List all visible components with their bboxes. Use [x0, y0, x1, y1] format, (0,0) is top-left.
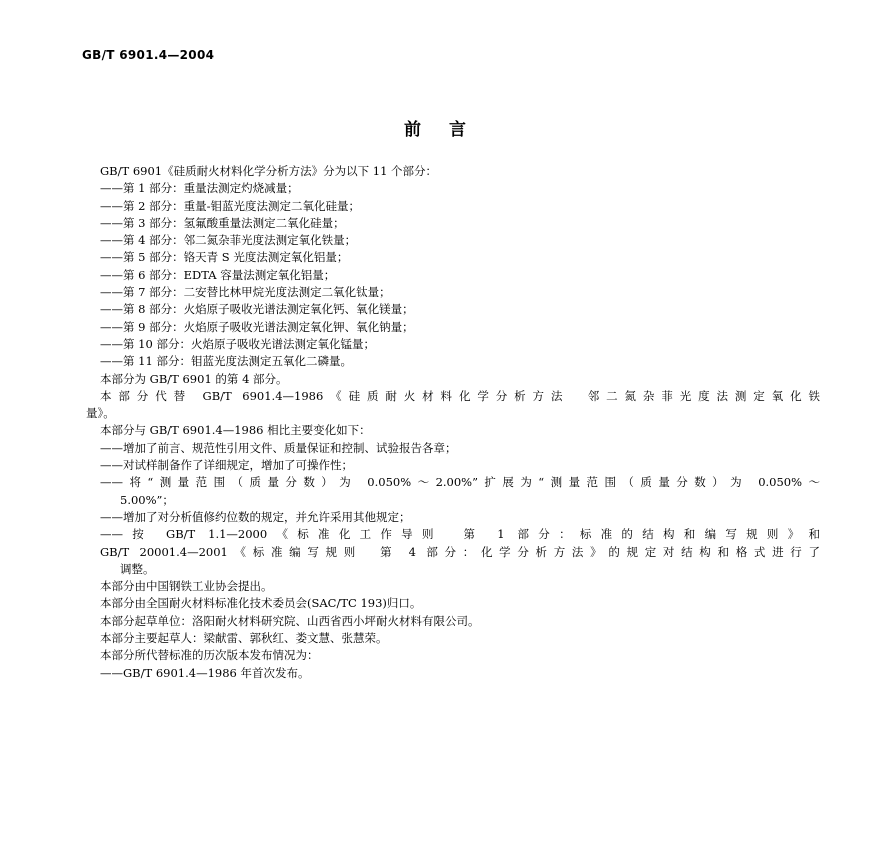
change-list-item-continuation: 5.00%”； — [120, 492, 174, 507]
part-list-item: ——第 2 部分：重量-钼蓝光度法测定二氧化硅量； — [100, 198, 361, 213]
part-list-item: ——第 10 部分：火焰原子吸收光谱法测定氧化锰量； — [100, 336, 375, 351]
managed-by-paragraph: 本部分由全国耐火材料标准化技术委员会(SAC/TC 193)归口。 — [100, 596, 422, 611]
drafting-units-paragraph: 本部分起草单位：洛阳耐火材料研究院、山西省西小坪耐火材料有限公司。 — [100, 613, 480, 628]
change-list-item-continuation: 调整。 — [120, 561, 155, 576]
part-list-item: ——第 11 部分：钼蓝光度法测定五氧化二磷量。 — [100, 354, 352, 369]
part-list-item: ——第 7 部分：二安替比林甲烷光度法测定二氧化钛量； — [100, 285, 391, 300]
standard-number: GB/T 6901.4—2004 — [82, 48, 215, 62]
foreword-body — [86, 163, 820, 682]
changes-intro-paragraph: 本部分与 GB/T 6901.4—1986 相比主要变化如下： — [100, 423, 371, 438]
history-intro-paragraph: 本部分所代替标准的历次版本发布情况为： — [100, 648, 319, 663]
history-list-item: ——GB/T 6901.4—1986 年首次发布。 — [100, 665, 310, 680]
replaces-paragraph-line: 本部分代替 GB/T 6901.4—1986《硅质耐火材料化学分析方法 邻二氮杂菲光度法测定氧化铁 — [100, 388, 820, 403]
part-list-item: ——第 6 部分：EDTA 容量法测定氧化铝量； — [100, 267, 336, 282]
change-list-item-continuation: GB/T 20001.4—2001《标准编写规则 第 4 部分：化学分析方法》的规定对结构和格式进行了 — [100, 544, 820, 559]
part-list-item: ——第 3 部分：氢氟酸重量法测定二氧化硅量； — [100, 215, 345, 230]
replaces-paragraph-line: 量》。 — [86, 406, 115, 421]
change-list-item: ——增加了对分析值修约位数的规定，并允许采用其他规定； — [100, 509, 411, 524]
change-list-item: ——按 GB/T 1.1—2000《标准化工作导则 第 1 部分：标准的结构和编写规则》和 — [100, 527, 820, 542]
part-list-item: ——第 4 部分：邻二氮杂菲光度法测定氧化铁量； — [100, 233, 357, 248]
change-list-item: ——增加了前言、规范性引用文件、质量保证和控制、试验报告各章； — [100, 440, 457, 455]
change-list-item: ——对试样制备作了详细规定，增加了可操作性； — [100, 458, 353, 473]
part-list-item: ——第 8 部分：火焰原子吸收光谱法测定氧化钙、氧化镁量； — [100, 302, 414, 317]
change-list-item: ——将“测量范围（质量分数）为 0.050%～2.00%”扩展为“测量范围（质量分数）为 0.050%～ — [100, 475, 820, 490]
proposed-by-paragraph: 本部分由中国钢铁工业协会提出。 — [100, 579, 273, 594]
intro-paragraph: GB/T 6901《硅质耐火材料化学分析方法》分为以下 11 个部分： — [100, 164, 438, 178]
part-list-item: ——第 9 部分：火焰原子吸收光谱法测定氧化钾、氧化钠量； — [100, 319, 414, 334]
part-list-item: ——第 5 部分：铬天青 S 光度法测定氧化铝量； — [100, 250, 349, 265]
this-part-paragraph: 本部分为 GB/T 6901 的第 4 部分。 — [100, 371, 288, 386]
page-title: 前言 — [404, 120, 494, 140]
drafters-paragraph: 本部分主要起草人：梁献雷、郭秋红、娄文慧、张慧荣。 — [100, 631, 388, 646]
part-list-item: ——第 1 部分：重量法测定灼烧减量； — [100, 181, 299, 196]
